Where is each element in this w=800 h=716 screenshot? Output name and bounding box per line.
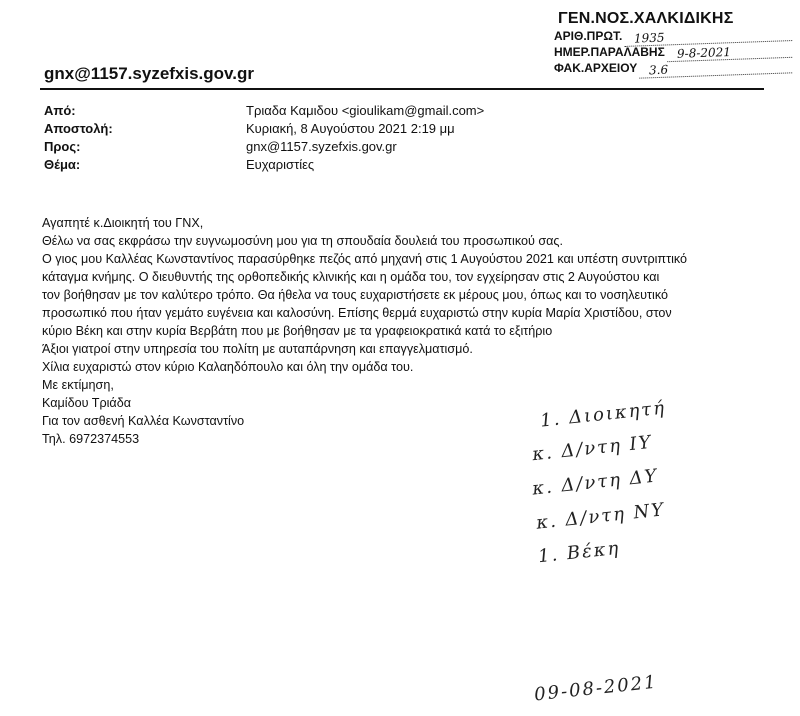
sent-value: Κυριακή, 8 Αυγούστου 2021 2:19 μμ [246, 121, 455, 136]
body-line: Ο γιος μου Καλλέας Κωνσταντίνος παρασύρθηκε πεζός από μηχανή στις 1 Αυγούστου 2021 και υπέστη συντριπτικό [42, 252, 688, 266]
stamp-protocol-value: 1935 [624, 26, 792, 47]
handwritten-line: κ. Δ/ντη ΔΥ [531, 465, 660, 500]
handwritten-line: 1. Διοικητή [539, 397, 667, 432]
body-line: Τηλ. 6972374553 [42, 432, 140, 446]
stamp-row-protocol [554, 29, 792, 44]
handwritten-line: κ. Δ/ντη ΙΥ [531, 431, 654, 466]
from-label: Από: [44, 103, 76, 118]
meta-row-from [44, 103, 484, 121]
meta-row-to [44, 139, 484, 157]
stamp-file-value: 3.6 [639, 58, 792, 78]
subject-value: Ευχαριστίες [246, 157, 315, 172]
body-line: Χίλια ευχαριστώ στον κύριο Καλαηδόπουλο και όλη την ομάδα του. [42, 360, 414, 374]
body-line: τον βοήθησαν με τον καλύτερο τρόπο. Θα ήθελα να τους ευχαριστήσετε εκ μέρους μου, όπως και το νοσηλευτικό [42, 288, 668, 302]
from-value: Τριαδα Καμιδου <gioulikam@gmail.com> [246, 103, 485, 118]
handwritten-notes [520, 396, 790, 706]
handwritten-date: 09-08-2021 [533, 671, 659, 706]
meta-row-subject [44, 157, 484, 175]
stamp-title: ΓΕΝ.ΝΟΣ.ΧΑΛΚΙΔΙΚΗΣ [558, 10, 734, 27]
stamp-file-label: ΦΑΚ.ΑΡΧΕΙΟΥ [554, 61, 638, 75]
body-line: Άξιοι γιατροί στην υπηρεσία του πολίτη με αυταπάρνηση και επαγγελματισμό. [42, 342, 473, 356]
body-line: Θέλω να σας εκφράσω την ευγνωμοσύνη μου για τη σπουδαία δουλειά του προσωπικού σας. [42, 234, 563, 248]
to-value: gnx@1157.syzefxis.gov.gr [246, 139, 397, 154]
stamp-protocol-label: ΑΡΙΘ.ΠΡΩΤ. [554, 29, 623, 43]
meta-row-sent [44, 121, 484, 139]
body-line: προσωπικό που ήταν γεμάτο ευγένεια και καλοσύνη. Επίσης θερμά ευχαριστώ στην κυρία Μαρία Χριστίδου, στον [42, 306, 672, 320]
stamp-date-value: 9-8-2021 [667, 43, 793, 62]
handwritten-line: 1. Βέκη [537, 537, 622, 568]
body-line: Με εκτίμηση, [42, 378, 114, 392]
mailbox-title: gnx@1157.syzefxis.gov.gr [44, 64, 254, 83]
header-divider [40, 88, 764, 90]
body-line: κύριο Βέκη και στην κυρία Βερβάτη που με βοήθησαν με τα γραφειοκρατικά κατά το εξιτήριο [42, 324, 553, 338]
registration-stamp [552, 10, 792, 80]
subject-label: Θέμα: [44, 157, 81, 172]
stamp-row-file [554, 61, 792, 76]
stamp-date-label: ΗΜΕΡ.ΠΑΡΑΛΑΒΗΣ [554, 45, 665, 59]
to-label: Προς: [44, 139, 81, 154]
body-line: κάταγμα κνήμης. Ο διευθυντής της ορθοπεδικής κλινικής και η ομάδα του, τον εγχείρησαν στις 2 Αυγούστου και [42, 270, 660, 284]
body-line: Για τον ασθενή Καλλέα Κωνσταντίνο [42, 414, 245, 428]
sent-label: Αποστολή: [44, 121, 113, 136]
body-line: Καμίδου Τριάδα [42, 396, 131, 410]
email-meta [44, 103, 484, 175]
stamp-row-date [554, 45, 792, 60]
handwritten-line: κ. Δ/ντη ΝΥ [535, 499, 667, 534]
body-line: Αγαπητέ κ.Διοικητή του ΓΝΧ, [42, 216, 204, 230]
